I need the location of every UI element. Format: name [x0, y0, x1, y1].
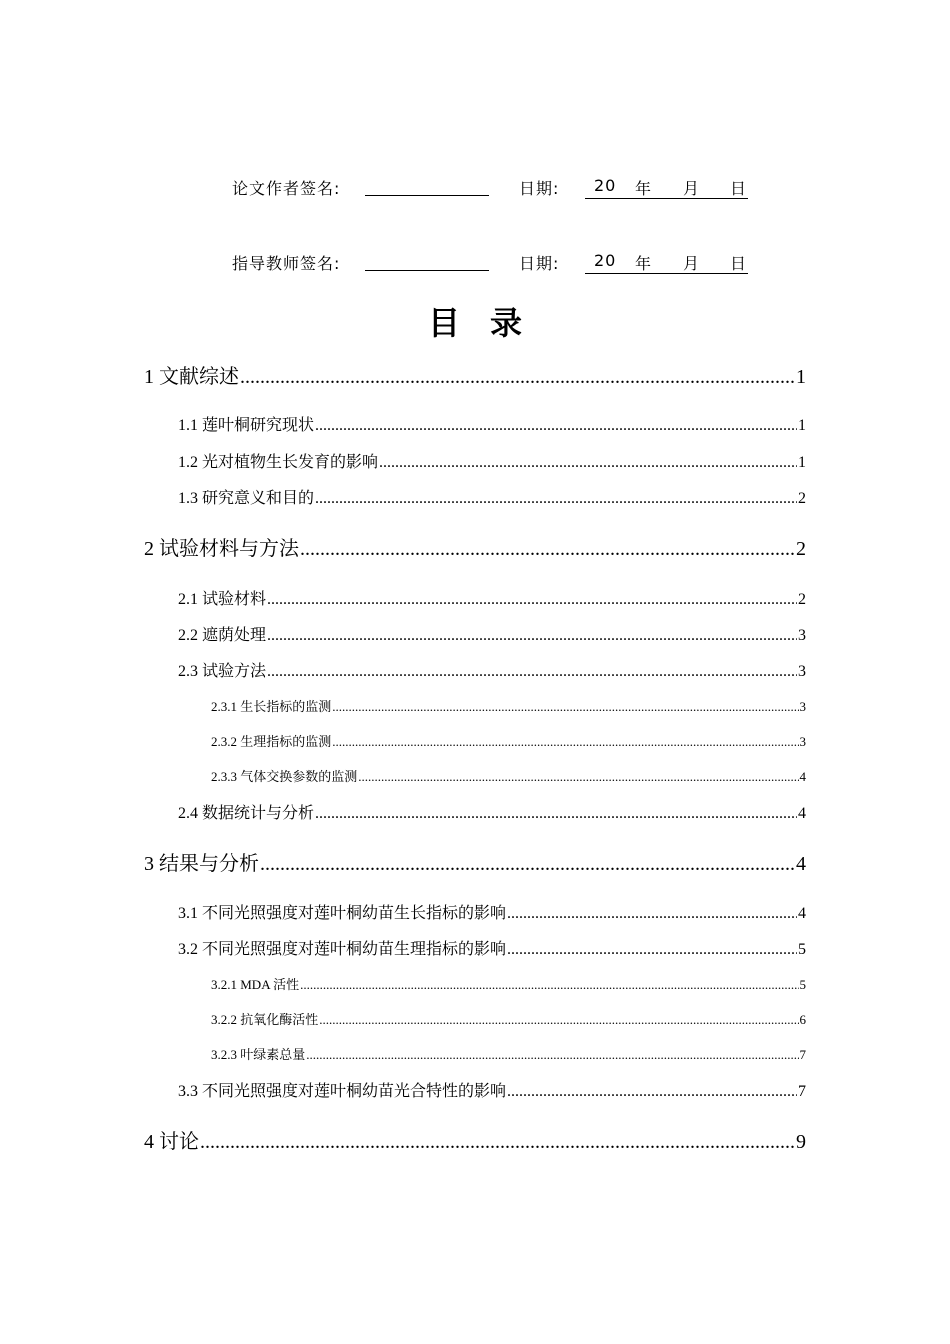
toc-entry-page: 5 [798, 941, 806, 958]
toc-leader-dots [507, 905, 797, 923]
toc-entry-page: 3 [798, 663, 806, 680]
toc-entry-text: 3.2.3 叶绿素总量 [211, 1047, 306, 1062]
toc-entry-3-2[interactable] [178, 936, 806, 959]
toc-entry-text: 2.1 试验材料 [178, 591, 267, 608]
toc-leader-dots [319, 1012, 798, 1028]
advisor-date-label: 日期: [519, 254, 560, 273]
toc-leader-dots [332, 734, 798, 750]
toc-entry-2-2[interactable] [178, 622, 806, 645]
toc-entry-text: 3.3 不同光照强度对莲叶桐幼苗光合特性的影响 [178, 1083, 507, 1100]
advisor-date-year: 20 [594, 251, 617, 270]
author-date-month-unit: 月 [683, 179, 701, 198]
toc-entry-page: 7 [799, 1047, 806, 1062]
toc-leader-dots [379, 454, 797, 472]
toc-entry-text: 2 试验材料与方法 [144, 538, 299, 560]
toc-entry-2[interactable] [144, 532, 806, 561]
toc-entry-2-3-1[interactable] [211, 696, 806, 715]
toc-entry-2-3-2[interactable] [211, 731, 806, 750]
toc-entry-page: 2 [798, 490, 806, 507]
toc-leader-dots [507, 1083, 797, 1101]
toc-entry-page: 3 [799, 699, 806, 714]
toc-entry-3-1[interactable] [178, 900, 806, 923]
toc-entry-text: 4 讨论 [144, 1131, 199, 1153]
advisor-date-day-unit: 日 [730, 254, 748, 273]
toc-entry-text: 2.3.2 生理指标的监测 [211, 734, 332, 749]
toc-entry-2-3[interactable] [178, 658, 806, 681]
toc-entry-page: 1 [798, 454, 806, 471]
toc-leader-dots [260, 853, 795, 876]
toc-leader-dots [507, 941, 797, 959]
toc-entry-4[interactable] [144, 1125, 806, 1154]
toc-entry-text: 3.2.1 MDA 活性 [211, 977, 300, 992]
toc-leader-dots [358, 769, 798, 785]
toc-entry-2-1[interactable] [178, 586, 806, 609]
toc-entry-text: 2.2 遮荫处理 [178, 627, 267, 644]
toc-entry-3-2-3[interactable] [211, 1044, 806, 1063]
toc-entry-page: 2 [798, 591, 806, 608]
author-date-day-unit: 日 [730, 179, 748, 198]
author-date-year-unit: 年 [635, 179, 653, 198]
toc-entry-2-3-3[interactable] [211, 766, 806, 785]
toc-entry-page: 4 [796, 853, 806, 875]
toc-entry-text: 2.3 试验方法 [178, 663, 267, 680]
advisor-signature-label: 指导教师签名: [232, 254, 341, 273]
advisor-date-month-unit: 月 [683, 254, 701, 273]
toc-entry-page: 1 [798, 417, 806, 434]
toc-entry-text: 1.3 研究意义和目的 [178, 490, 315, 507]
toc-entry-3-2-1[interactable] [211, 974, 806, 993]
author-signature-label: 论文作者签名: [232, 179, 341, 198]
toc-entry-text: 3.1 不同光照强度对莲叶桐幼苗生长指标的影响 [178, 905, 507, 922]
author-signature-row [232, 176, 752, 206]
toc-entry-page: 4 [798, 805, 806, 822]
author-date-year: 20 [594, 176, 617, 195]
toc-entry-text: 2.3.1 生长指标的监测 [211, 699, 332, 714]
toc-entry-3[interactable] [144, 847, 806, 876]
toc-leader-dots [306, 1047, 798, 1063]
toc-entry-page: 7 [798, 1083, 806, 1100]
toc-entry-2-4[interactable] [178, 800, 806, 823]
toc-leader-dots [332, 699, 798, 715]
toc-entry-text: 3 结果与分析 [144, 853, 259, 875]
toc-entry-page: 1 [796, 366, 806, 388]
toc-entry-page: 3 [798, 627, 806, 644]
toc-entry-1-3[interactable] [178, 485, 806, 508]
toc-leader-dots [315, 490, 797, 508]
toc-leader-dots [267, 663, 797, 681]
author-signature-line[interactable] [365, 195, 489, 196]
toc-leader-dots [200, 1131, 795, 1154]
author-date-field[interactable] [585, 176, 748, 199]
toc-leader-dots [315, 417, 797, 435]
toc-entry-1-1[interactable] [178, 412, 806, 435]
toc-entry-1[interactable] [144, 360, 806, 389]
toc-entry-3-3[interactable] [178, 1078, 806, 1101]
toc-entry-page: 5 [799, 977, 806, 992]
toc-entry-1-2[interactable] [178, 449, 806, 472]
toc-entry-text: 1.1 莲叶桐研究现状 [178, 417, 315, 434]
toc-entry-text: 2.4 数据统计与分析 [178, 805, 315, 822]
toc-leader-dots [300, 538, 795, 561]
toc-leader-dots [267, 627, 797, 645]
toc-leader-dots [315, 805, 797, 823]
toc-entry-text: 3.2.2 抗氧化酶活性 [211, 1012, 319, 1027]
advisor-date-year-unit: 年 [635, 254, 653, 273]
toc-entry-3-2-2[interactable] [211, 1009, 806, 1028]
toc-entry-page: 9 [796, 1131, 806, 1153]
advisor-signature-line[interactable] [365, 270, 489, 271]
advisor-date-field[interactable] [585, 251, 748, 274]
toc-entry-text: 3.2 不同光照强度对莲叶桐幼苗生理指标的影响 [178, 941, 507, 958]
toc-entry-page: 2 [796, 538, 806, 560]
toc-entry-page: 3 [799, 734, 806, 749]
toc-leader-dots [240, 366, 795, 389]
toc-entry-page: 4 [799, 769, 806, 784]
toc-leader-dots [267, 591, 797, 609]
toc-entry-page: 6 [799, 1012, 806, 1027]
toc-leader-dots [300, 977, 798, 993]
toc-entry-text: 2.3.3 气体交换参数的监测 [211, 769, 358, 784]
toc-entry-page: 4 [798, 905, 806, 922]
advisor-signature-row [232, 251, 752, 281]
toc-title: 目录 [427, 304, 552, 342]
author-date-label: 日期: [519, 179, 560, 198]
toc-entry-text: 1.2 光对植物生长发育的影响 [178, 454, 379, 471]
toc-entry-text: 1 文献综述 [144, 366, 239, 388]
